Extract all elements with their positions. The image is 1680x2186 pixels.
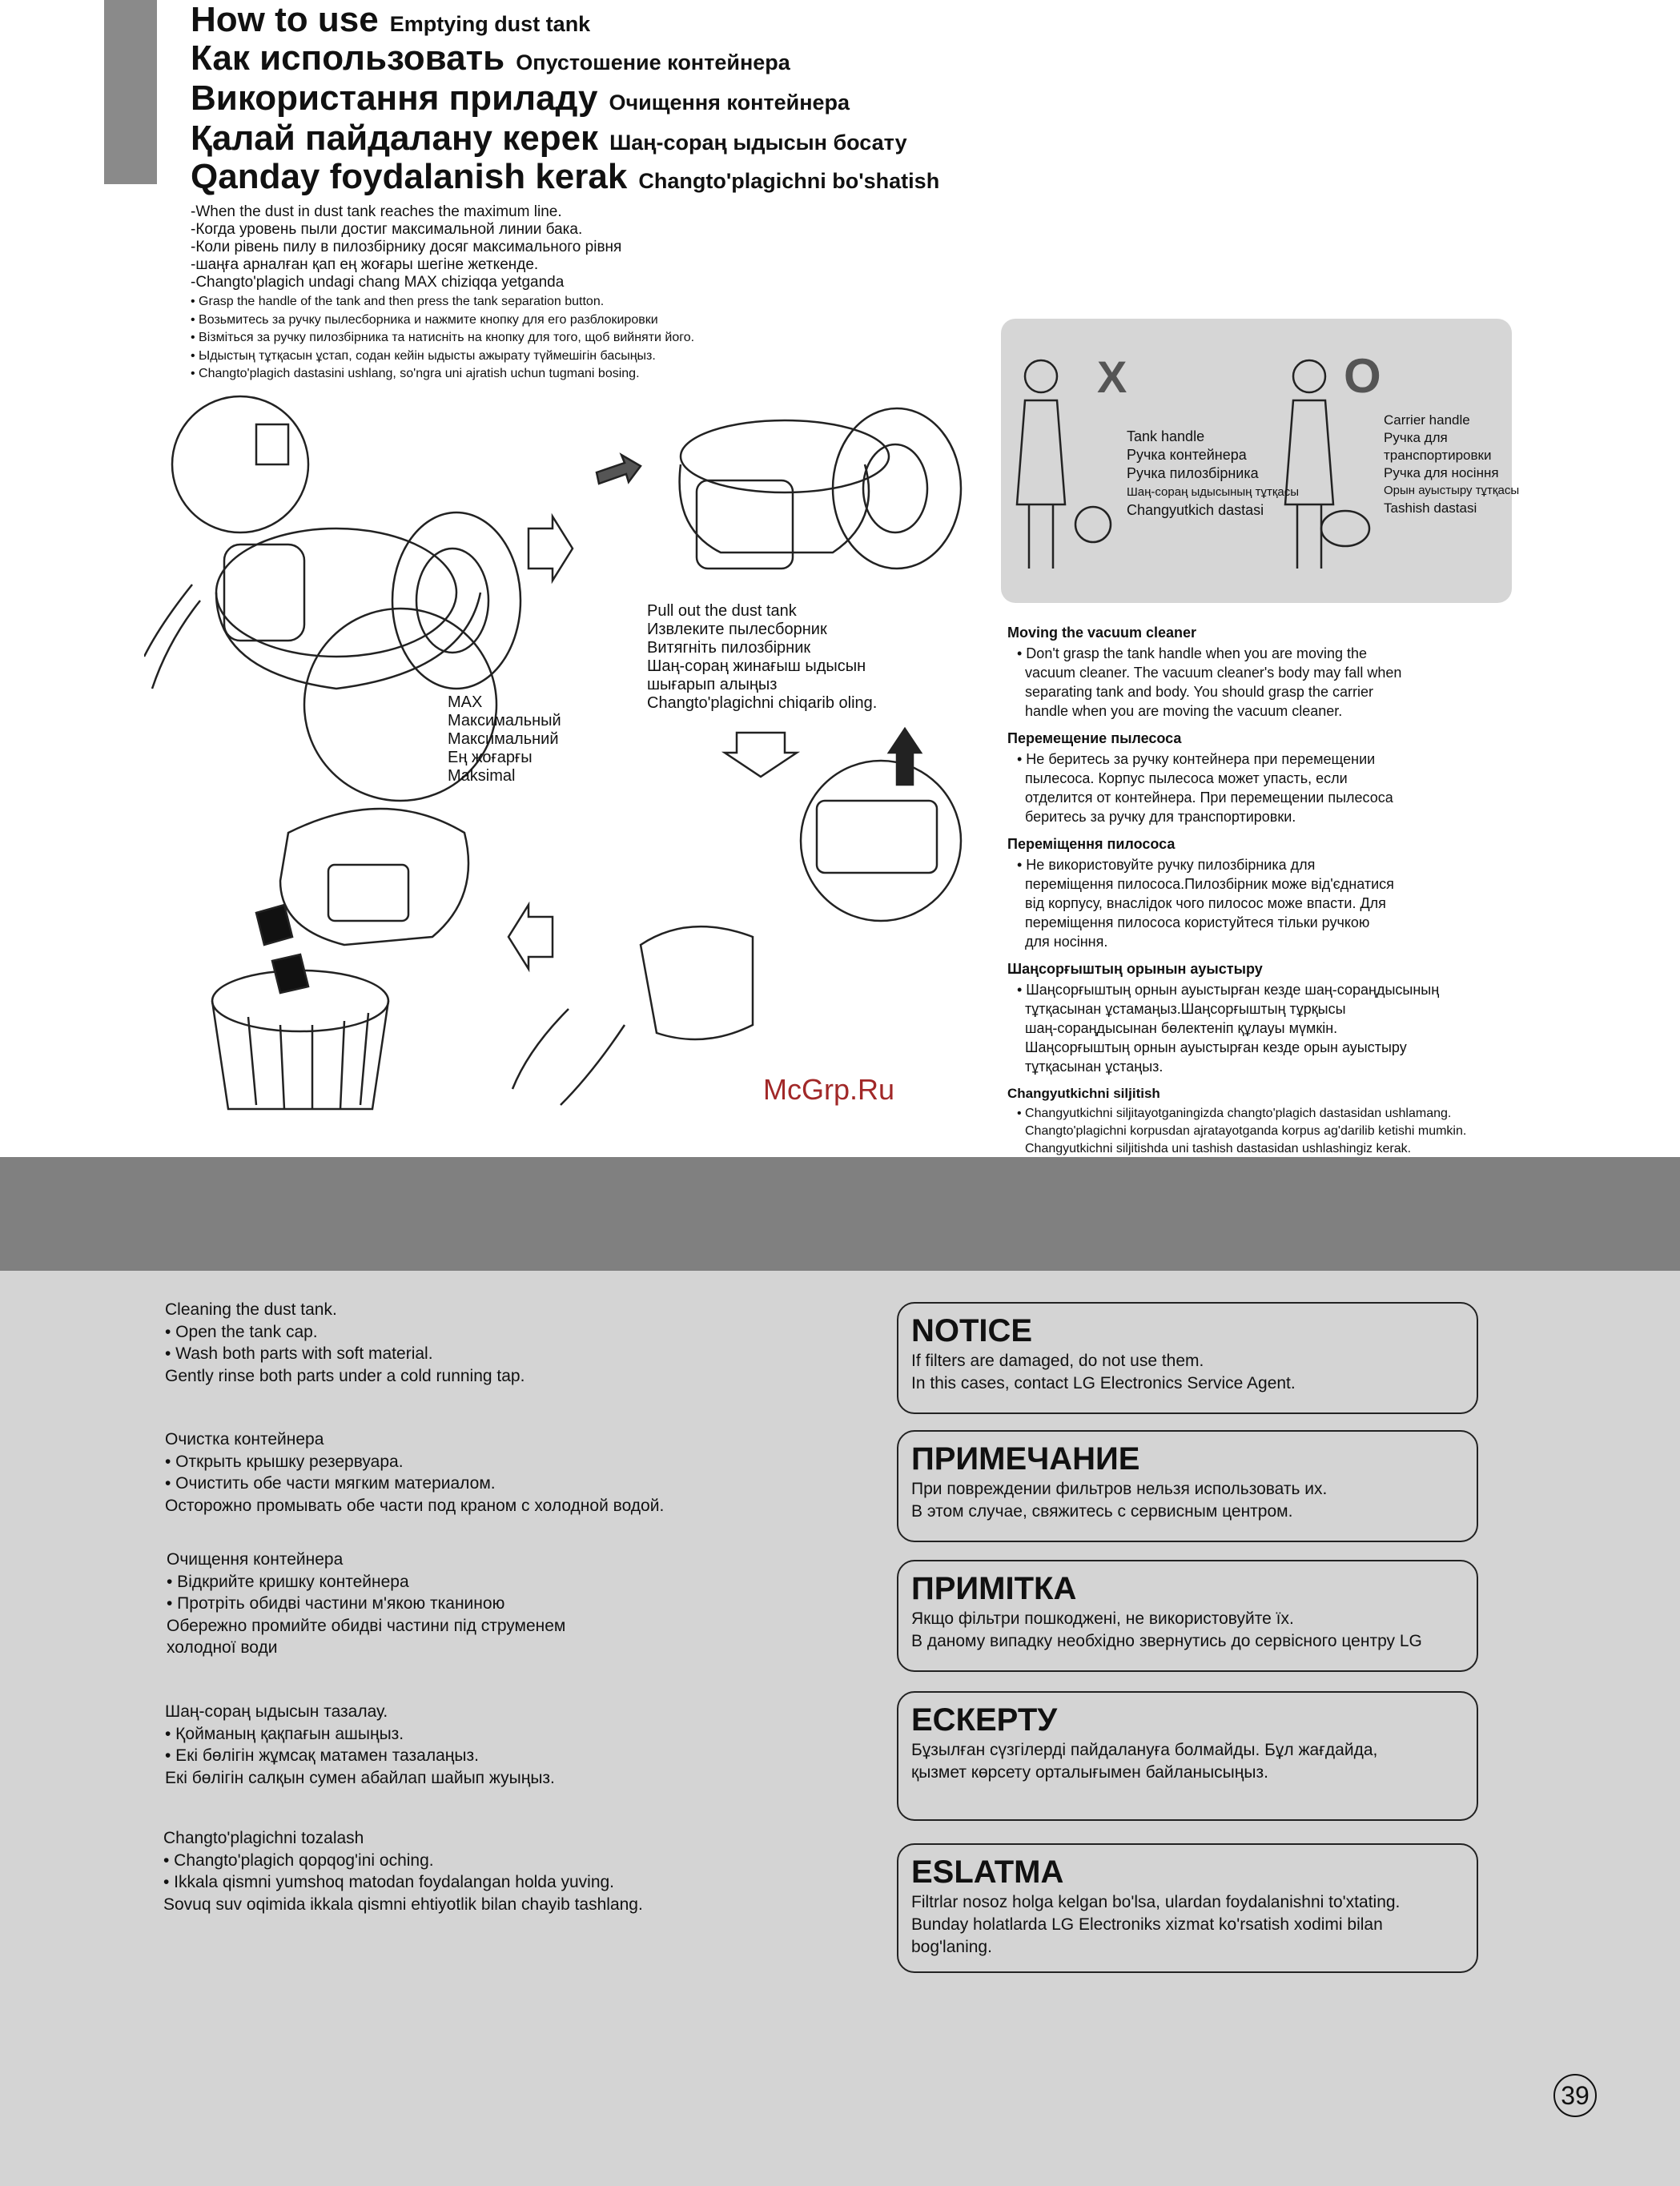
arrow-down-shape	[725, 733, 797, 777]
watermark: McGrp.Ru	[763, 1073, 895, 1106]
step-list: • Grasp the handle of the tank and then press the tank separation button. • Возьмитесь за ручку пылесборника и нажмите кнопку для его разблокировки • Візміться за ручку пилозбірника та натисніть на кнопку для того, щоб вийняти його. • Ыдыстың тұтқасын ұстап, содан кейін ыдысты ажырату түймешігін басыңыз. • Changto'plagich dastasini ushlang, so'ngra uni ajratish uchun tugmani bosing.	[191, 295, 695, 380]
arrow-left-shape	[508, 905, 553, 969]
pull-out-caption: Pull out the dust tank Извлеките пылесборник Витягніть пилозбірник Шаң-сораң жинағыш ыдысын шығарып алыңыз Changto'plagichni chiqarib oling.	[647, 602, 878, 712]
cleaning-en: Cleaning the dust tank. • Open the tank cap. • Wash both parts with soft material. Gently rinse both parts under a cold running tap.	[165, 1300, 525, 1385]
notice-box-en: NOTICE If filters are damaged, do not use them. In this cases, contact LG Electronics Service Agent.	[897, 1302, 1478, 1414]
notice-box-uz: ESLATMA Filtrlar nosoz holga kelgan bo'lsa, ulardan foydalanishni to'xtating. Bunday holatlarda LG Electroniks xizmat ko'rsatish xodimi bilan bog'laning.	[897, 1843, 1478, 1973]
arrow-pull-shape	[597, 455, 641, 484]
title-kk: Қалай пайдалану керек Шаң-сораң ыдысын босату	[191, 119, 907, 158]
title-ru: Как использовать Опустошение контейнера	[191, 38, 790, 78]
carrier-handle-caption: Carrier handle Ручка для транспортировки Ручка для носіння Орын ауыстыру тұтқасы Tashish dastasi	[1384, 412, 1520, 516]
arrow-right-shape	[529, 516, 573, 581]
title-uk: Використання приладу Очищення контейнера	[191, 78, 850, 118]
correct-mark-icon: O	[1344, 349, 1381, 403]
notice-box-kk: ЕСКЕРТУ Бұзылған сүзгілерді пайдалануға болмайды. Бұл жағдайда, қызмет көрсету орталығымен байланысыңыз.	[897, 1691, 1478, 1821]
max-caption: MAX Максимальный Максимальний Ең жоғарғы Maksimal	[448, 693, 561, 785]
title-uz: Qanday foydalanish kerak Changto'plagichni bo'shatish	[191, 157, 940, 196]
wrong-mark-icon: X	[1097, 352, 1127, 402]
moving-instructions: Moving the vacuum cleaner • Don't grasp the tank handle when you are moving the vacuum cleaner. The vacuum cleaner's body may fall when separating tank and body. You should grasp the carrier handle when you are moving the vacuum cleaner. Перемещение пылесоса • Не беритесь за ручку контейнера при перемещении пылесоса. Корпус пылесоса может упасть, если отделится от контейнера. При перемещении пылесоса беритесь за ручку для транспортировки. Переміщення пилососа • Не використовуйте ручку пилозбірника для переміщення пилососа.Пилозбірник може від'єднатися від корпусу, внаслідок чого пилосос може впасти. Для переміщення пилососа користуйтеся тільки ручкою для носіння. Шаңсорғыштың орынын ауыстыру • Шаңсорғыштың орнын ауыстырған кезде шаң-сораңдысының тұтқасынан ұстамаңыз.Шаңсорғыштың тұрқысы шаң-сораңдысынан бөлектеніп құлауы мүмкін. Шаңсорғыштың орнын ауыстырған кезде орын ауыстыру тұтқасынан ұстаңыз. Changyutkichni siljitish • Changyutkichni siljitayotganingizda changto'plagich dastasidan ushlamang. Changto'plagichni korpusdan ajratayotganda korpus ag'darilib ketishi mumkin. Changyutkichni siljitishda uni tashish dastasidan ushlashingiz kerak.	[1007, 625, 1467, 1155]
vacuum-body-illustration	[216, 512, 520, 689]
title-en: How to use Emptying dust tank	[191, 0, 591, 39]
emptying-illustration	[144, 384, 985, 1137]
notice-box-uk: ПРИМІТКА Якщо фільтри пошкоджені, не використовуйте їх. В даному випадку необхідно звернутись до сервісного центру LG	[897, 1560, 1478, 1672]
section-marker-bar	[104, 0, 157, 184]
cleaning-ru: Очистка контейнера • Открыть крышку резервуара. • Очистить обе части мягким материалом. Осторожно промывать обе части под краном с холодной водой.	[165, 1430, 665, 1515]
cleaning-uk: Очищення контейнера • Відкрийте кришку контейнера • Протріть обидві частини м'якою тканиною Обережно промийте обидві частини під струменем холодної води	[167, 1550, 566, 1657]
vacuum-open-illustration	[680, 408, 961, 569]
tank-handle-caption: Tank handle Ручка контейнера Ручка пилозбірника Шаң-сораң ыдысының тұтқасы Changyutkich dastasi	[1127, 428, 1300, 518]
page-number: 39	[1553, 2074, 1597, 2117]
cleaning-uz: Changto'plagichni tozalash • Changto'plagich qopqog'ini oching. • Ikkala qismni yumshoq matodan foydalangan holda yuving. Sovuq suv oqimida ikkala qismni ehtiyotlik bilan chayib tashlang.	[163, 1829, 643, 1914]
arrow-up-shape	[889, 729, 921, 785]
divider-band	[0, 1157, 1680, 1271]
cleaning-kk: Шаң-сораң ыдысын тазалау. • Қойманың қақпағын ашыңыз. • Екі бөлігін жұмсақ матамен тазалаңыз. Екі бөлігін салқын сумен абайлап шайып жуыңыз.	[165, 1702, 555, 1787]
notice-box-ru: ПРИМЕЧАНИЕ При повреждении фильтров нельзя использовать их. В этом случае, свяжитесь с сервисным центром.	[897, 1430, 1478, 1542]
condition-list: -When the dust in dust tank reaches the maximum line. -Когда уровень пыли достиг максимальной линии бака. -Коли рівень пилу в пилозбірнику досяг максимального рівня -шаңға арналған қап ең жоғары шегіне жеткенде. -Changto'plagich undagi chang MAX chiziqqa yetganda	[191, 203, 622, 291]
